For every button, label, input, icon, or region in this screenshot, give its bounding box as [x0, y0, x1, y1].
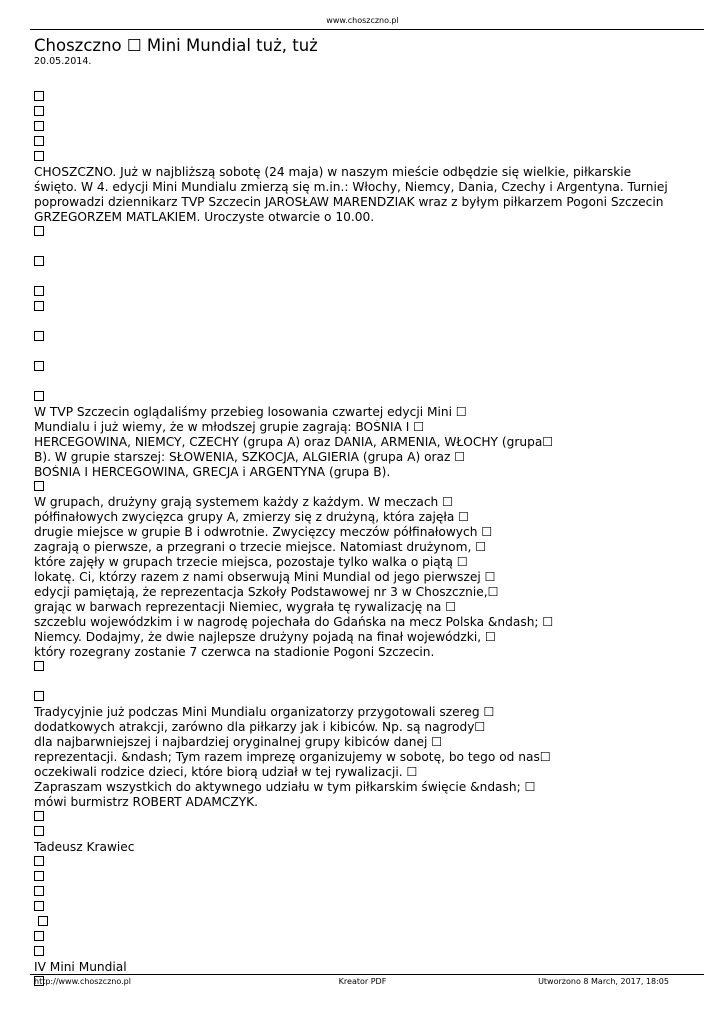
paragraph-line: dla najbarwniejszej i najbardziej oryginalnej grupy kibiców danej ☐	[34, 735, 443, 749]
placeholder-box	[34, 915, 706, 930]
paragraph-line: półfinałowych zwycięzca grupy A, zmierzy się z drużyną, która zajęła ☐	[34, 510, 470, 524]
paragraph-line: zagrają o pierwsze, a przegrani o trzecie miejsce. Natomiast drużynom, ☐	[34, 540, 487, 554]
placeholder-box	[34, 825, 706, 840]
placeholder-box	[34, 105, 706, 120]
paragraph-line: poprowadzi dziennikarz TVP Szczecin JAROSŁAW MARENDZIAK wraz z byłym piłkarzem Pogoni Szczecin	[34, 195, 664, 209]
paragraph-line: oczekiwali rodzice dzieci, które biorą udział w tej rywalizacji. ☐	[34, 765, 418, 779]
placeholder-box	[34, 660, 706, 675]
placeholder-box	[34, 225, 706, 240]
placeholder-box	[34, 855, 706, 870]
paragraph-line: reprezentacji. &ndash; Tym razem imprezę organizujemy w sobotę, bo tego od nas☐	[34, 750, 551, 764]
placeholder-box	[34, 120, 706, 135]
placeholder-box	[34, 135, 706, 150]
placeholder-box	[34, 900, 706, 915]
paragraph-line: Mundialu i już wiemy, że w młodszej grupie zagrają: BOŚNIA I ☐	[34, 420, 425, 434]
placeholder-box	[34, 330, 706, 345]
paragraph-line: mówi burmistrz ROBERT ADAMCZYK.	[34, 795, 259, 809]
placeholder-box	[34, 885, 706, 900]
paragraph-line: dodatkowych atrakcji, zarówno dla piłkarzy jak i kibiców. Np. są nagrody☐	[34, 720, 486, 734]
footer-generator: Kreator PDF	[338, 977, 387, 986]
placeholder-box	[34, 480, 706, 495]
paragraph-line: CHOSZCZNO. Już w najbliższą sobotę (24 maja) w naszym mieście odbędzie się wielkie, piłkarskie	[34, 165, 632, 179]
placeholder-box	[34, 810, 706, 825]
paragraph-line: który rozegrany zostanie 7 czerwca na stadionie Pogoni Szczecin.	[34, 645, 435, 659]
paragraph-line: W grupach, drużyny grają systemem każdy z każdym. W meczach ☐	[34, 495, 454, 509]
paragraph-line: lokatę. Ci, którzy razem z nami obserwują Mini Mundial od jego pierwszej ☐	[34, 570, 496, 584]
article-body	[34, 90, 706, 990]
placeholder-box	[34, 390, 706, 405]
tag-label: IV Mini Mundial	[34, 960, 127, 974]
paragraph-line: BOŚNIA I HERCEGOWINA, GRECJA i ARGENTYNA (grupa B).	[34, 465, 391, 479]
article-date: 20.05.2014.	[34, 56, 92, 67]
article-title: Choszczno ☐ Mini Mundial tuż, tuż	[34, 36, 318, 55]
paragraph-line: HERCEGOWINA, NIEMCY, CZECHY (grupa A) oraz DANIA, ARMENIA, WŁOCHY (grupa☐	[34, 435, 554, 449]
placeholder-box	[34, 90, 706, 105]
paragraph-line: drugie miejsce w grupie B i odwrotnie. Zwycięzcy meczów półfinałowych ☐	[34, 525, 493, 539]
placeholder-box	[34, 300, 706, 315]
paragraph-line: B). W grupie starszej: SŁOWENIA, SZKOCJA, ALGIERIA (grupa A) oraz ☐	[34, 450, 466, 464]
placeholder-box	[34, 360, 706, 375]
paragraph-line: Niemcy. Dodajmy, że dwie najlepsze drużyny pojadą na finał wojewódzki, ☐	[34, 630, 496, 644]
placeholder-box	[34, 150, 706, 165]
paragraph-line: Tradycyjnie już podczas Mini Mundialu organizatorzy przygotowali szereg ☐	[34, 705, 495, 719]
header-divider	[30, 29, 704, 30]
header-site-url: www.choszczno.pl	[326, 16, 399, 25]
paragraph-line: grając w barwach reprezentacji Niemiec, wygrała tę rywalizację na ☐	[34, 600, 457, 614]
paragraph-line: szczeblu wojewódzkim i w nagrodę pojechała do Gdańska na mecz Polska &ndash; ☐	[34, 615, 554, 629]
paragraph-line: W TVP Szczecin oglądaliśmy przebieg losowania czwartej edycji Mini ☐	[34, 405, 467, 419]
footer-url: http://www.choszczno.pl	[34, 977, 131, 986]
placeholder-box	[34, 690, 706, 705]
footer-created: Utworzono 8 March, 2017, 18:05	[538, 977, 669, 986]
paragraph-line: Zapraszam wszystkich do aktywnego udziału w tym piłkarskim święcie &ndash; ☐	[34, 780, 536, 794]
footer-divider	[30, 974, 704, 975]
paragraph-line: które zajęły w grupach trzecie miejsca, pozostaje tylko walka o piątą ☐	[34, 555, 468, 569]
paragraph-line: edycji pamiętają, że reprezentacja Szkoły Podstawowej nr 3 w Choszcznie,☐	[34, 585, 499, 599]
paragraph-line: święto. W 4. edycji Mini Mundialu zmierzą się m.in.: Włochy, Niemcy, Dania, Czechy i Argentyna. Turniej	[34, 180, 668, 194]
placeholder-box	[34, 255, 706, 270]
placeholder-box	[34, 285, 706, 300]
placeholder-box	[34, 930, 706, 945]
paragraph-line: GRZEGORZEM MATLAKIEM. Uroczyste otwarcie o 10.00.	[34, 210, 375, 224]
placeholder-box	[34, 870, 706, 885]
placeholder-box	[34, 945, 706, 960]
author-name: Tadeusz Krawiec	[34, 840, 135, 854]
